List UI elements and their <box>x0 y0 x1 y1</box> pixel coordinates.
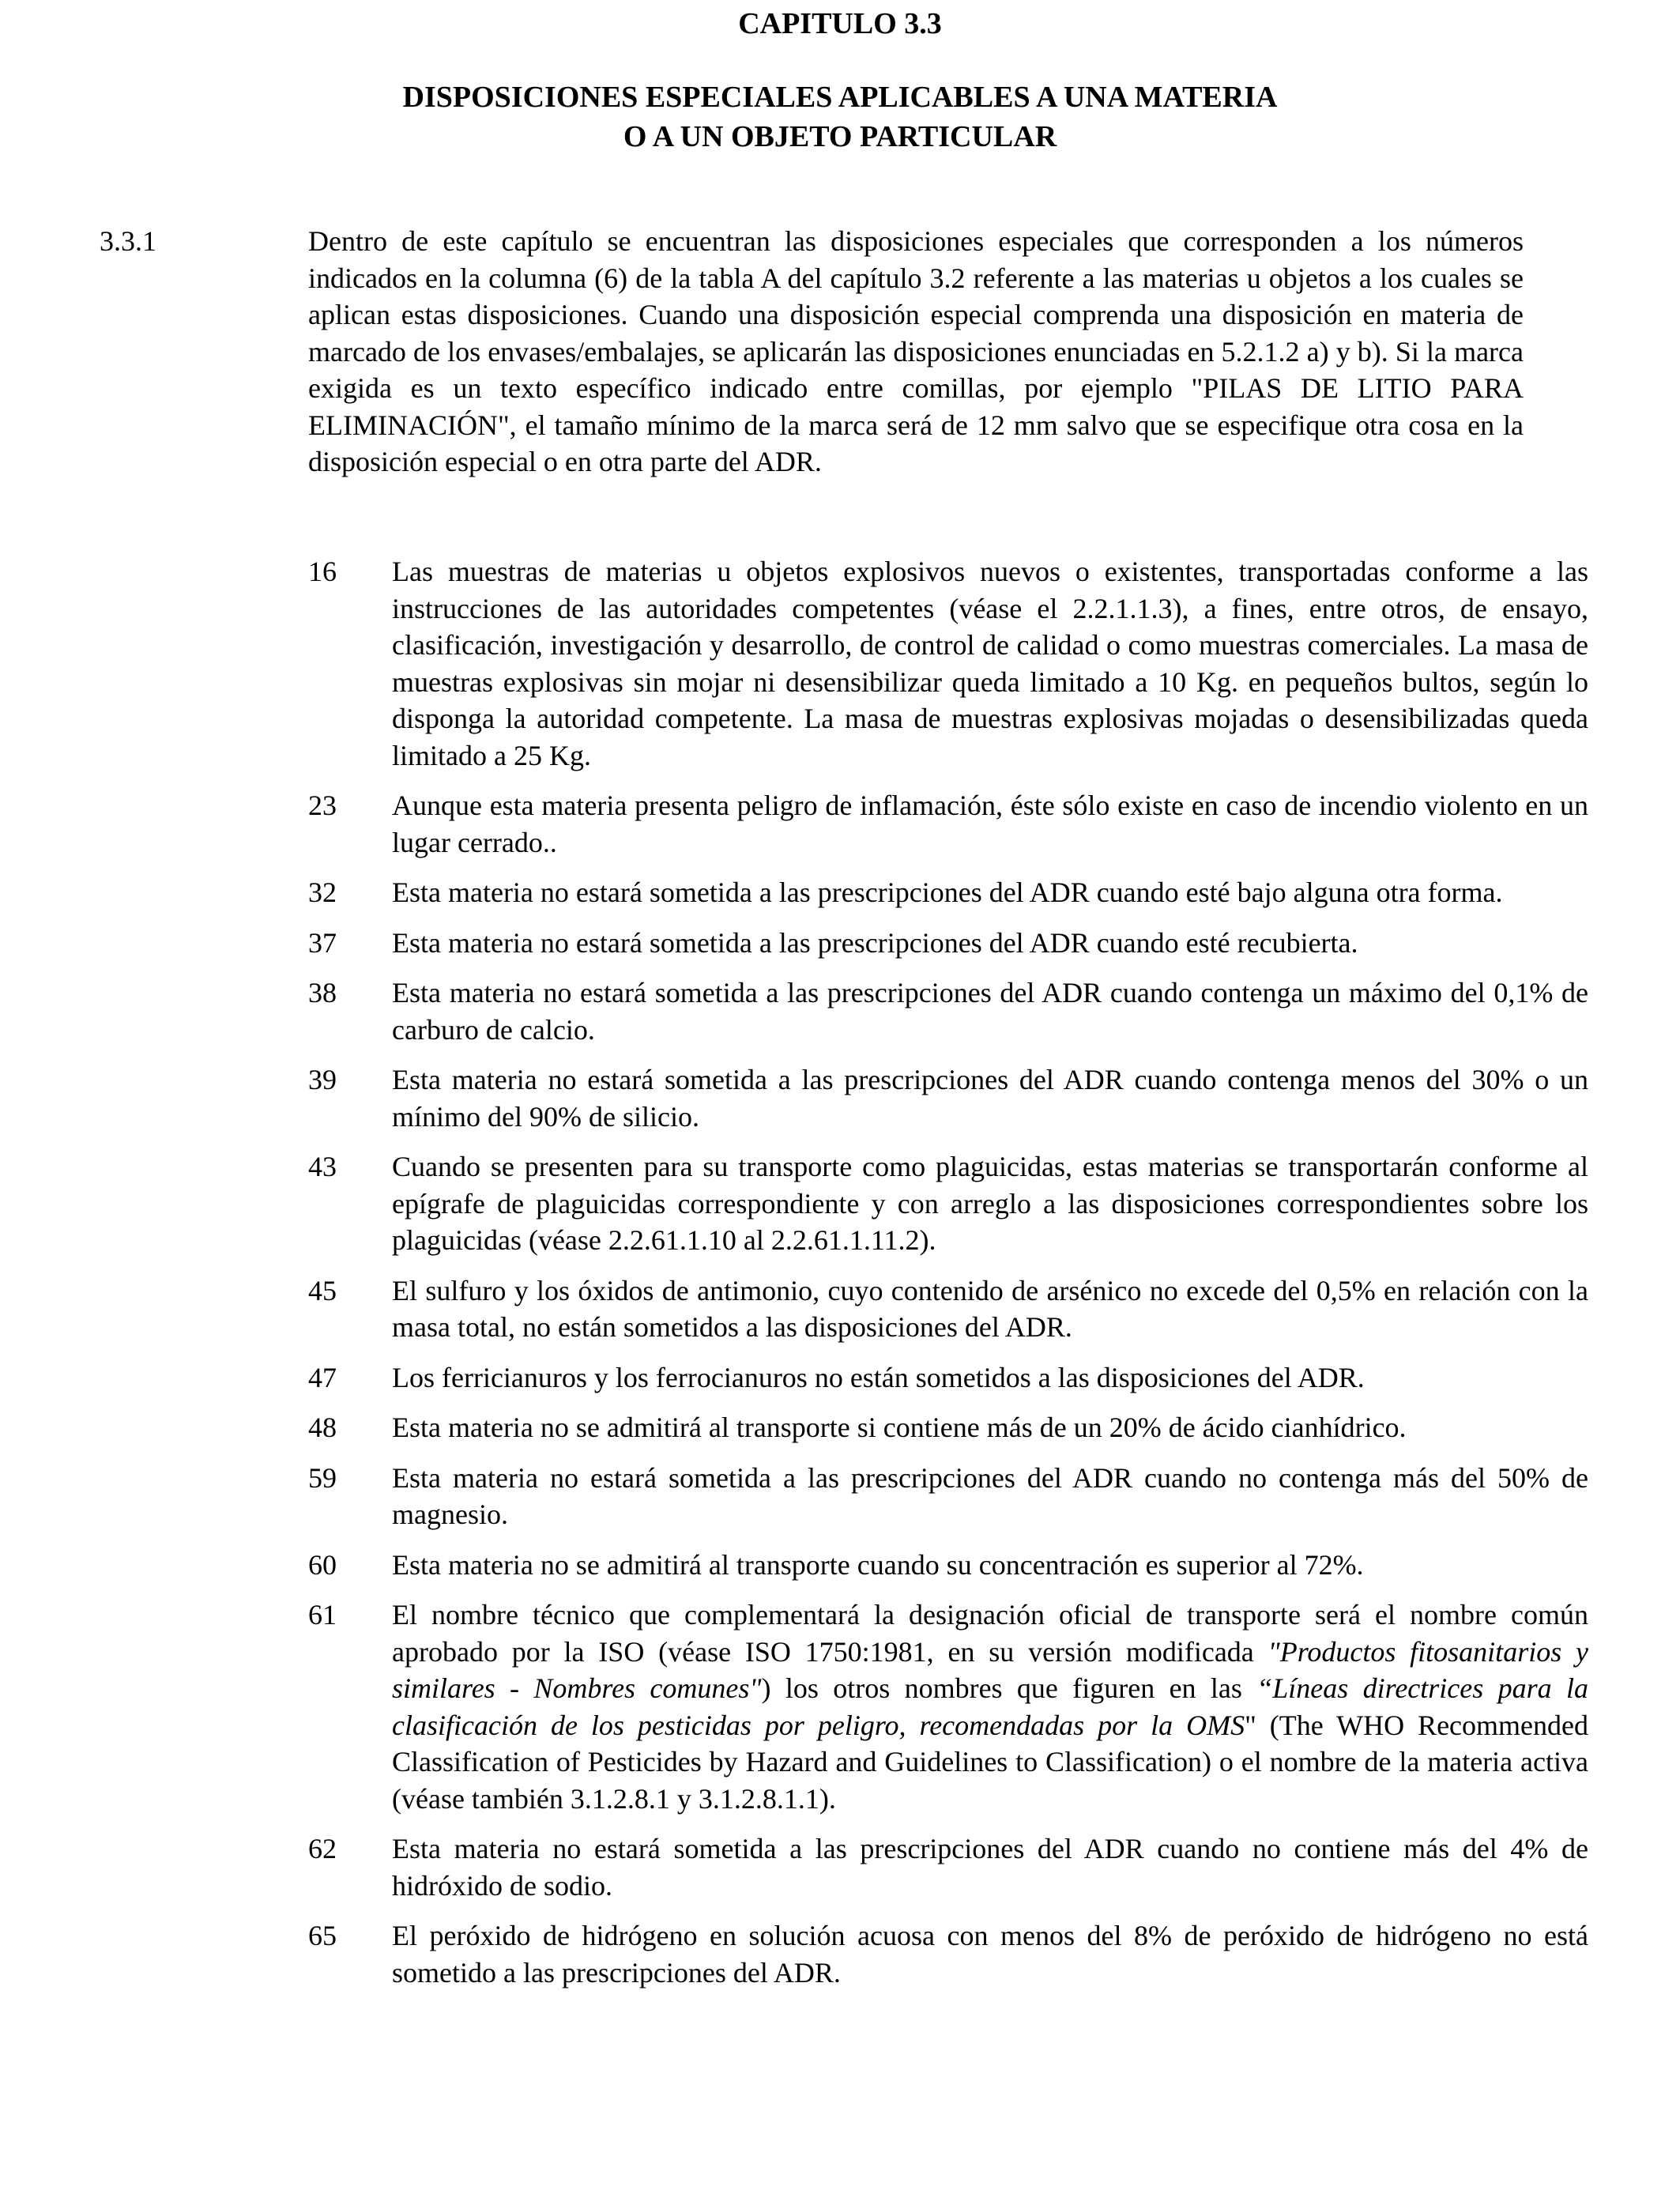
provision-59 <box>308 1460 1588 1533</box>
provision-text: Esta materia no estará sometida a las prescripciones del ADR cuando esté recubierta. <box>392 926 1358 959</box>
provision-38 <box>308 974 1588 1048</box>
provision-number: 47 <box>308 1361 337 1393</box>
provision-text: Esta materia no estará sometida a las prescripciones del ADR cuando esté bajo alguna otra forma. <box>392 876 1503 908</box>
provision-48 <box>308 1409 1588 1446</box>
provision-text: Esta materia no estará sometida a las prescripciones del ADR cuando no contiene más del 4% de hidróxido de sodio. <box>392 1833 1588 1902</box>
provision-number: 65 <box>308 1920 337 1951</box>
provision-number: 61 <box>308 1599 337 1630</box>
chapter-subtitle-line-2: O A UN OBJETO PARTICULAR <box>623 120 1057 153</box>
provision-61-text-part-1: El nombre técnico que complementará la designación oficial de transporte será el nombre común aprobado por la ISO (véase ISO 1750:1981, en su versión modificada <box>392 1599 1588 1668</box>
provision-number: 23 <box>308 790 337 821</box>
provision-text: El peróxido de hidrógeno en solución acuosa con menos del 8% de peróxido de hidrógeno no está sometido a las prescripciones del ADR. <box>392 1920 1588 1989</box>
provision-number: 62 <box>308 1833 337 1864</box>
provision-text: Aunque esta materia presenta peligro de inflamación, éste sólo existe en caso de incendio violento en un lugar cerrado.. <box>392 790 1588 858</box>
provision-61-italic-title-1: "Productos fitosanitarios y similares - Nombres comunes" <box>392 1635 1588 1704</box>
provision-60 <box>308 1547 1588 1584</box>
provision-text: Las muestras de materias u objetos explosivos nuevos o existentes, transportadas conforme a las instrucciones de las autoridades competentes (véase el 2.2.1.1.3), a fines, entre otros, de ensayo, clasificación, investigación y desarrollo, de control de calidad o como muestras comerciales. La masa de muestras explosivas sin mojar ni desensibilizar queda limitado a 10 Kg. en pequeños bultos, según lo disponga la autoridad competente. La masa de muestras explosivas mojadas o desensibilizadas queda limitado a 25 Kg. <box>392 556 1588 771</box>
provision-text: Esta materia no se admitirá al transporte cuando su concentración es superior al 72%. <box>392 1548 1364 1581</box>
provision-number: 60 <box>308 1548 337 1581</box>
provision-number: 37 <box>308 926 337 959</box>
section-paragraph: Dentro de este capítulo se encuentran las disposiciones especiales que corresponden a los números indicados en la columna (6) de la tabla A del capítulo 3.2 referente a las materias u objetos a los cuales se aplican estas disposiciones. Cuando una disposición especial comprenda una disposición en materia de marcado de los envases/embalajes, se aplicarán las disposiciones enunciadas en 5.2.1.2 a) y b). Si la marca exigida es un texto específico indicado entre comillas, por ejemplo "PILAS DE LITIO PARA ELIMINACIÓN", el tamaño mínimo de la marca será de 12 mm salvo que se especifique otra cosa en la disposición especial o en otra parte del ADR. <box>308 225 1524 477</box>
provision-text: Esta materia no se admitirá al transporte si contiene más de un 20% de ácido cianhídrico. <box>392 1412 1407 1443</box>
provision-39 <box>308 1061 1588 1135</box>
provision-text: Cuando se presenten para su transporte como plaguicidas, estas materias se transportarán conforme al epígrafe de plaguicidas correspondiente y con arreglo a las disposiciones correspondientes sobre los plaguicidas (véase 2.2.61.1.10 al 2.2.61.1.11.2). <box>392 1151 1588 1256</box>
provision-text: Esta materia no estará sometida a las prescripciones del ADR cuando no contenga más del 50% de magnesio. <box>392 1461 1588 1530</box>
chapter-subtitle-line-1: DISPOSICIONES ESPECIALES APLICABLES A UNA MATERIA <box>402 81 1278 114</box>
provision-text <box>392 1596 1588 1817</box>
provision-61 <box>308 1596 1588 1817</box>
provision-number: 59 <box>308 1461 337 1494</box>
provision-number: 48 <box>308 1412 337 1443</box>
provision-45 <box>308 1272 1588 1346</box>
provision-number: 32 <box>308 876 337 908</box>
provision-37 <box>308 925 1588 962</box>
provision-32 <box>308 874 1588 911</box>
provision-61-text-part-2: ) los otros nombres que figuren en las <box>761 1672 1257 1704</box>
provision-16 <box>308 553 1588 774</box>
provision-text: Esta materia no estará sometida a las prescripciones del ADR cuando contenga menos del 30% o un mínimo del 90% de silicio. <box>392 1064 1588 1133</box>
provision-65 <box>308 1917 1588 1991</box>
provision-number: 45 <box>308 1274 337 1306</box>
section-number: 3.3.1 <box>100 225 156 257</box>
provision-number: 43 <box>308 1151 337 1182</box>
chapter-subtitle <box>0 77 1680 156</box>
provision-61-text-part-3: " (The WHO Recommended Classification of Pesticides by Hazard and Guidelines to Classification) o el nombre de la materia activa (véase también 3.1.2.8.1 y 3.1.2.8.1.1). <box>392 1709 1589 1815</box>
chapter-title: CAPITULO 3.3 <box>738 7 942 40</box>
provision-43 <box>308 1148 1588 1259</box>
provision-number: 16 <box>308 556 337 587</box>
provision-23 <box>308 787 1588 861</box>
special-provisions-list <box>308 553 1588 2004</box>
provision-number: 38 <box>308 977 337 1008</box>
provision-62 <box>308 1830 1588 1904</box>
provision-61-italic-title-2: “Líneas directrices para la clasificación de los pesticidas por peligro, recomendadas por la OMS <box>392 1672 1588 1741</box>
provision-text: El sulfuro y los óxidos de antimonio, cuyo contenido de arsénico no excede del 0,5% en relación con la masa total, no están sometidos a las disposiciones del ADR. <box>392 1274 1588 1343</box>
provision-number: 39 <box>308 1064 337 1095</box>
provision-text: Los ferricianuros y los ferrocianuros no están sometidos a las disposiciones del ADR. <box>392 1361 1365 1393</box>
provision-47 <box>308 1359 1588 1397</box>
provision-text: Esta materia no estará sometida a las prescripciones del ADR cuando contenga un máximo del 0,1% de carburo de calcio. <box>392 977 1588 1046</box>
